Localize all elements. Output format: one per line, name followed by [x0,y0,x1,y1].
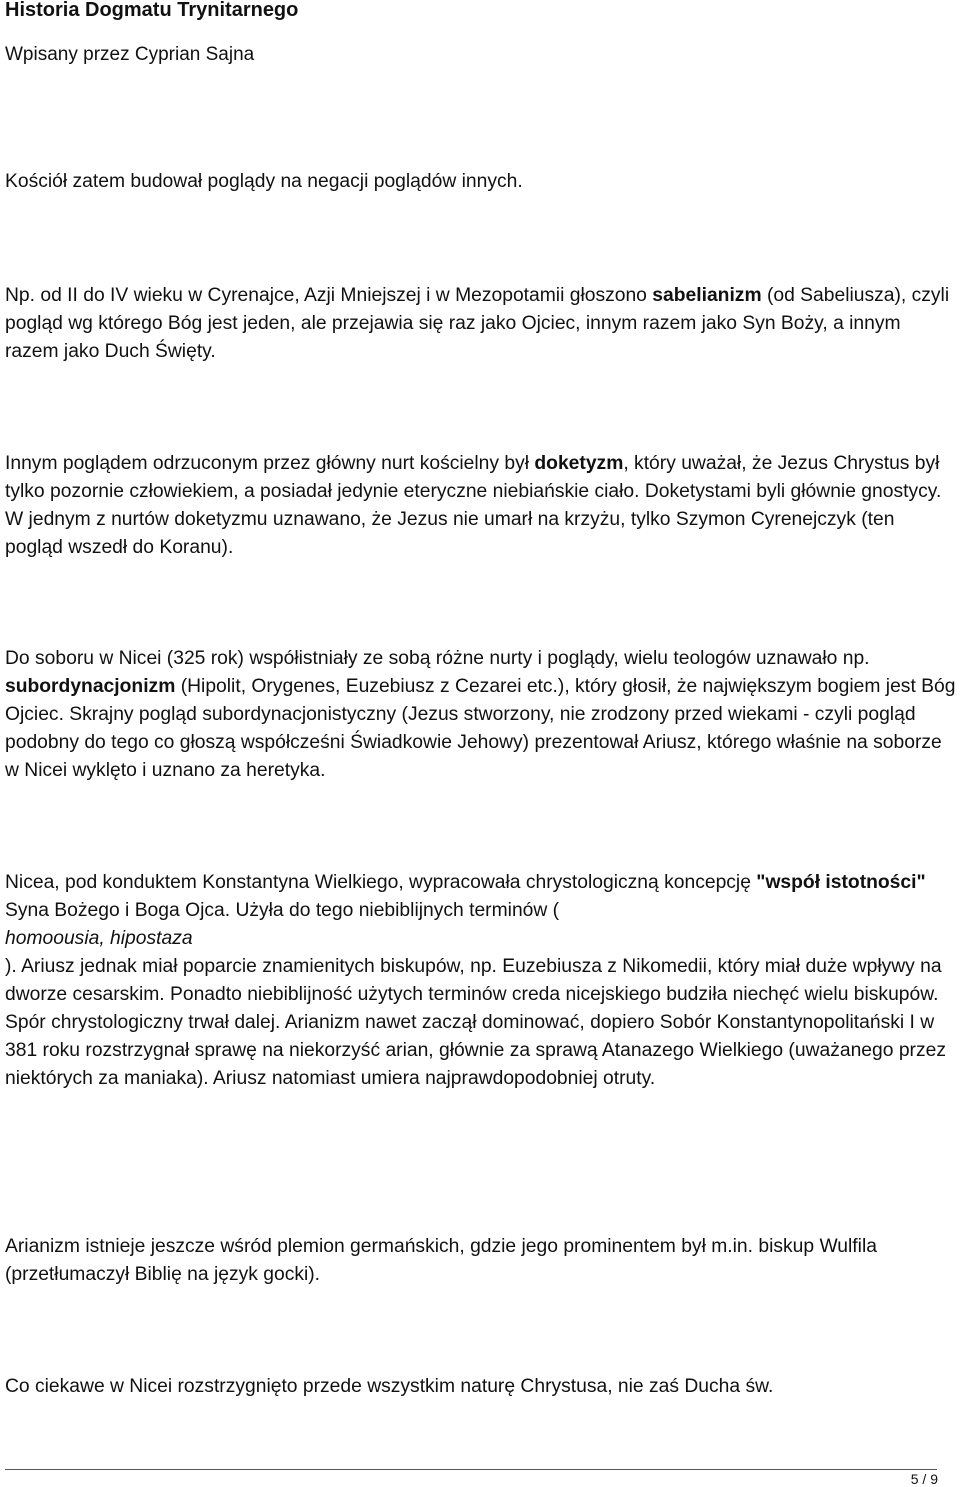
paragraph-sabellianism [5,282,957,366]
paragraph-text: (od Sabeliusza), czyli pogląd wg którego Bóg jest jeden, ale przejawia się raz jako Ojciec, innym razem jako Syn Boży, a innym razem jako Duch Święty. [5,285,950,362]
paragraph-text: Np. od II do IV wieku w Cyrenajce, Azji Mniejszej i w Mezopotamii głoszono [5,285,653,306]
document-author: Wpisany przez Cyprian Sajna [5,44,255,65]
paragraph-nicaea [5,869,957,1093]
paragraph-text: ). Ariusz jednak miał poparcie znamienitych biskupów, np. Euzebiusza z Nikomedii, który miał duże wpływy na dworze cesarskim. Ponadto niebiblijność użytych terminów creda nicejskiego budziła niechęć wielu biskupów. Spór chrystologiczny trwał dalej. Arianizm nawet zaczął dominować, dopiero Sobór Konstantynopolitański I w 381 roku rozstrzygnał sprawę na niekorzyść arian, głównie za sprawą Atanazego Wielkiego (uważanego przez niektórych za maniaka). Ariusz natomiast umiera najprawdopodobniej otruty. [5,956,946,1089]
paragraph-text: Innym poglądem odrzuconym przez główny nurt kościelny był [5,453,535,474]
paragraph-subordinationism [5,645,957,785]
paragraph-text: Do soboru w Nicei (325 rok) współistniały ze sobą różne nurty i poglądy, wielu teologów uznawało np. [5,648,870,669]
document-title: Historia Dogmatu Trynitarnego [5,0,299,21]
page-number: 5 / 9 [910,1471,938,1487]
paragraph-negation [5,168,957,196]
term-consubstantiality: "współ istotności" [756,872,926,893]
paragraph-text: Kościół zatem budował poglądy na negacji poglądów innych. [5,171,523,192]
paragraph-docetism [5,450,957,562]
paragraph-text: (Hipolit, Orygenes, Euzebiusz z Cezarei etc.), który głosił, że największym bogiem jest Bóg Ojciec. Skrajny pogląd subordynacjonistyczny (Jezus stworzony, nie zrodzony przed wiekami - czyli pogląd podobny do tego co głoszą współcześni Świadkowie Jehowy) prezentował Ariusz, którego właśnie na soborze w Nicei wyklęto i uznano za heretyka. [5,676,956,781]
paragraph-text: , który uważał, że Jezus Chrystus był tylko pozornie człowiekiem, a posiadał jedynie eteryczne niebiańskie ciało. Doketystami byli głównie gnostycy. W jednym z nurtów doketyzmu uznawano, że Jezus nie umarł na krzyżu, tylko Szymon Cyrenejczyk (ten pogląd wszedł do Koranu). [5,453,942,558]
terms-homoousia: homoousia, hipostaza [5,928,193,949]
term-subordinationism: subordynacjonizm [5,676,176,697]
term-sabellianism: sabelianizm [652,285,762,306]
paragraph-text: Syna Bożego i Boga Ojca. Użyła do tego niebiblijnych terminów ( [5,900,560,921]
paragraph-arianism-germanic [5,1233,957,1289]
footer-rule [5,1469,937,1470]
term-docetism: doketyzm [534,453,624,474]
paragraph-text: Nicea, pod konduktem Konstantyna Wielkiego, wypracowała chrystologiczną koncepcję [5,872,757,893]
paragraph-text: Co ciekawe w Nicei rozstrzygnięto przede wszystkim naturę Chrystusa, nie zaś Ducha św. [5,1376,774,1397]
paragraph-nicaea-conclusion [5,1373,957,1401]
paragraph-text: Arianizm istnieje jeszcze wśród plemion germańskich, gdzie jego prominentem był m.in. biskup Wulfila (przetłumaczył Biblię na język gocki). [5,1236,877,1285]
